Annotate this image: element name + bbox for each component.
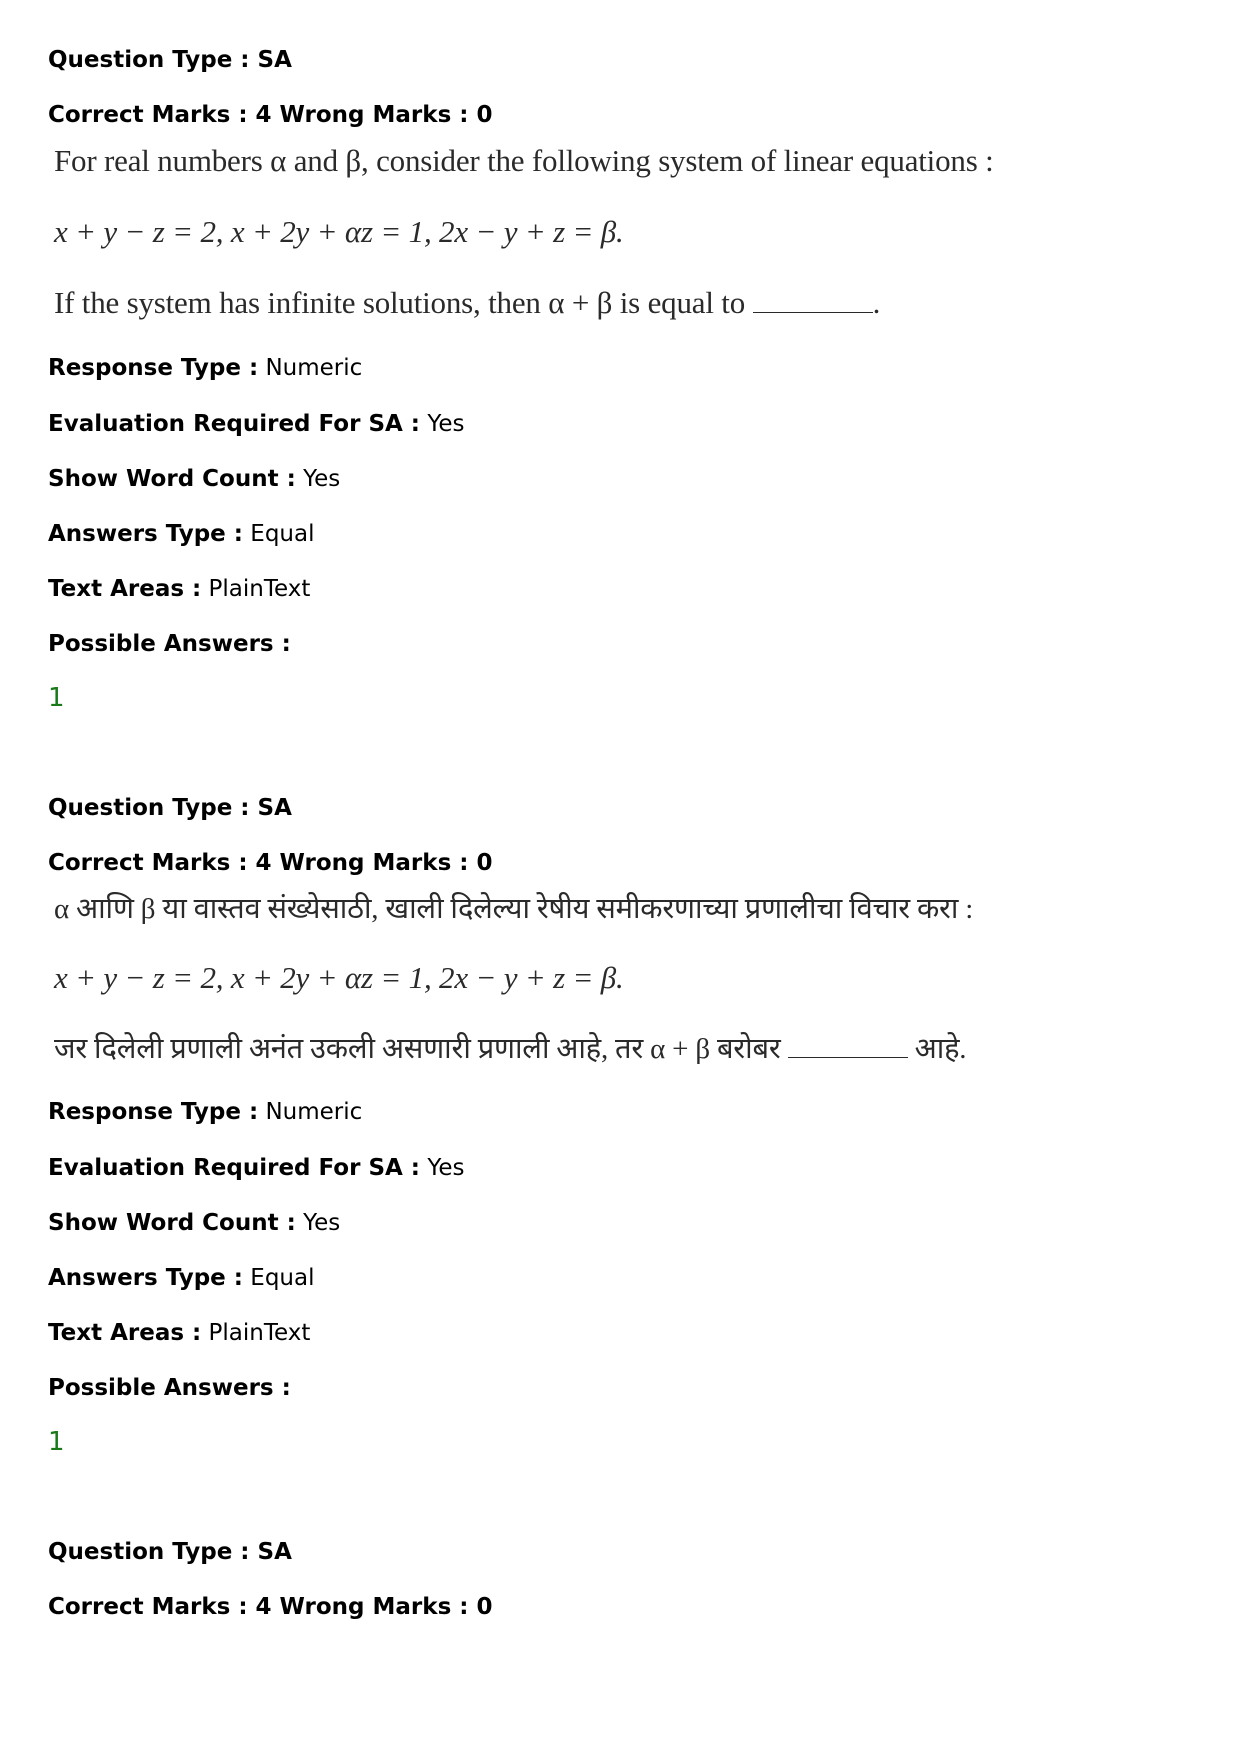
marks-line: Correct Marks : 4 Wrong Marks : 0: [48, 850, 493, 876]
question-stem-line-1: For real numbers α and β, consider the following system of linear equations :: [54, 143, 994, 178]
question-block-3: [48, 1538, 1198, 1621]
possible-answers-label: Possible Answers :: [48, 1375, 291, 1401]
response-type-value: Numeric: [265, 355, 363, 381]
evaluation-value: Yes: [427, 1155, 465, 1181]
answers-type-value: Equal: [250, 1265, 315, 1291]
question-block-1: [48, 46, 1198, 714]
evaluation-label: Evaluation Required For SA :: [48, 411, 421, 437]
response-type-label: Response Type :: [48, 355, 259, 381]
stem-text: If the system has infinite solutions, then α + β is equal to: [54, 285, 745, 320]
word-count-row: [48, 465, 1198, 493]
marks-line: Correct Marks : 4 Wrong Marks : 0: [48, 102, 493, 128]
answers-type-label: Answers Type :: [48, 1265, 243, 1291]
response-type-row: [48, 1098, 1198, 1126]
question-type: Question Type : SA: [48, 795, 292, 821]
text-areas-row: [48, 575, 1198, 603]
answers-type-label: Answers Type :: [48, 521, 243, 547]
text-areas-row: [48, 1319, 1198, 1347]
document-page: [48, 40, 1198, 1621]
possible-answer: 1: [48, 683, 65, 713]
evaluation-label: Evaluation Required For SA :: [48, 1155, 421, 1181]
word-count-label: Show Word Count :: [48, 466, 296, 492]
answers-type-value: Equal: [250, 521, 315, 547]
response-type-value: Numeric: [265, 1099, 363, 1125]
answer-blank: [753, 286, 873, 313]
question-stem-line-3: [54, 283, 1198, 323]
question-block-2: [48, 794, 1198, 1458]
text-areas-label: Text Areas :: [48, 576, 202, 602]
text-areas-label: Text Areas :: [48, 1320, 202, 1346]
response-type-row: [48, 354, 1198, 382]
evaluation-value: Yes: [427, 411, 465, 437]
answers-type-row: [48, 1264, 1198, 1292]
stem-text: जर दिलेली प्रणाली अनंत उकली असणारी प्रणाली आहे, तर α + β बरोबर: [54, 1033, 781, 1065]
answer-blank: [788, 1031, 908, 1058]
evaluation-row: [48, 410, 1198, 438]
question-stem-line-1: α आणि β या वास्तव संख्येसाठी, खाली दिलेल्या रेषीय समीकरणाच्या प्रणालीचा विचार करा :: [54, 893, 974, 925]
possible-answers-label: Possible Answers :: [48, 631, 291, 657]
question-stem-line-3: [54, 1029, 1198, 1069]
word-count-value: Yes: [303, 1210, 341, 1236]
possible-answer: 1: [48, 1427, 65, 1457]
text-areas-value: PlainText: [208, 576, 311, 602]
response-type-label: Response Type :: [48, 1099, 259, 1125]
question-type: Question Type : SA: [48, 47, 292, 73]
question-type: Question Type : SA: [48, 1539, 292, 1565]
word-count-label: Show Word Count :: [48, 1210, 296, 1236]
question-stem-equations: x + y − z = 2, x + 2y + αz = 1, 2x − y + z = β.: [54, 214, 624, 249]
word-count-value: Yes: [303, 466, 341, 492]
answers-type-row: [48, 520, 1198, 548]
word-count-row: [48, 1209, 1198, 1237]
text-areas-value: PlainText: [208, 1320, 311, 1346]
question-stem-equations: x + y − z = 2, x + 2y + αz = 1, 2x − y + z = β.: [54, 960, 624, 995]
stem-tail: आहे.: [914, 1033, 967, 1065]
marks-line: Correct Marks : 4 Wrong Marks : 0: [48, 1594, 493, 1620]
stem-tail: .: [872, 285, 881, 320]
evaluation-row: [48, 1154, 1198, 1182]
